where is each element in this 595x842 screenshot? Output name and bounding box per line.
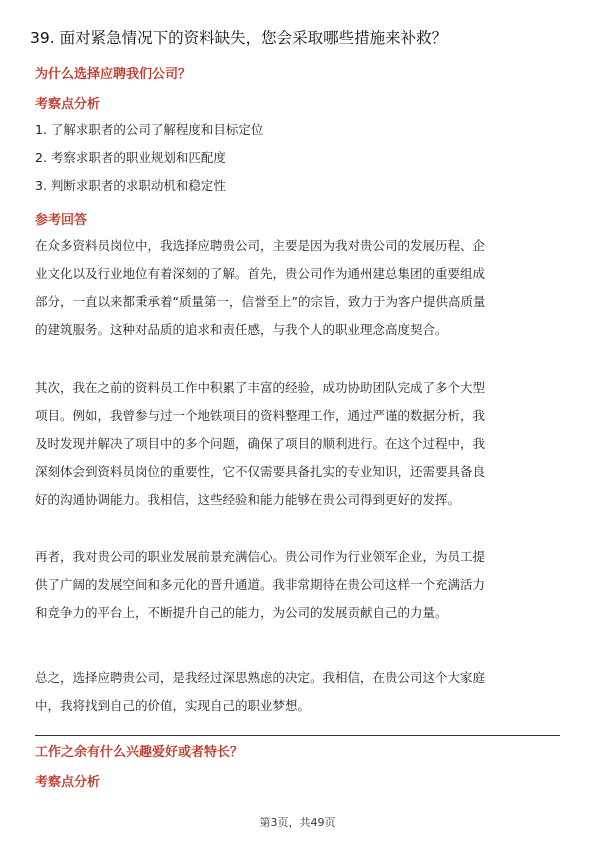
paragraph-line: 供了广阔的发展空间和多元化的晋升通道。我非常期待在贵公司这样一个充满活力 bbox=[35, 577, 486, 592]
question-heading: 工作之余有什么兴趣爱好或者特长？ bbox=[35, 745, 244, 760]
paragraph-line: 中，我将找到自己的价值，实现自己的职业梦想。 bbox=[35, 698, 311, 713]
answer-paragraph bbox=[35, 543, 560, 627]
answer-paragraph bbox=[35, 664, 560, 720]
answer-paragraph bbox=[35, 374, 560, 514]
paragraph-line: 在众多资料员岗位中，我选择应聘贵公司，主要是因为我对贵公司的发展历程、企 bbox=[35, 238, 486, 253]
page-number: 第3页，共49页 bbox=[259, 816, 336, 829]
question-heading: 为什么选择应聘我们公司？ bbox=[35, 67, 192, 82]
paragraph-line: 好的沟通协调能力。我相信，这些经验和能力能够在贵公司得到更好的发挥。 bbox=[35, 492, 461, 507]
paragraph-line: 的建筑服务。这种对品质的追求和责任感，与我个人的职业理念高度契合。 bbox=[35, 322, 448, 337]
analysis-heading: 考察点分析 bbox=[35, 775, 101, 790]
answer-paragraph bbox=[35, 232, 560, 344]
paragraph-line: 及时发现并解决了项目中的多个问题，确保了项目的顺利进行。在这个过程中，我 bbox=[35, 436, 486, 451]
section-divider bbox=[35, 735, 560, 736]
analysis-point: 2. 考察求职者的职业规划和匹配度 bbox=[35, 150, 226, 165]
paragraph-line: 其次，我在之前的资料员工作中积累了丰富的经验，成功协助团队完成了多个大型 bbox=[35, 380, 486, 395]
paragraph-line: 项目。例如，我曾参与过一个地铁项目的资料整理工作，通过严谨的数据分析，我 bbox=[35, 408, 486, 423]
analysis-heading: 考察点分析 bbox=[35, 97, 101, 112]
question-title: 39. 面对紧急情况下的资料缺失，您会采取哪些措施来补救？ bbox=[30, 29, 448, 47]
paragraph-line: 总之，选择应聘贵公司，是我经过深思熟虑的决定。我相信，在贵公司这个大家庭 bbox=[35, 670, 486, 685]
answer-heading: 参考回答 bbox=[35, 213, 88, 228]
analysis-point: 3. 判断求职者的求职动机和稳定性 bbox=[35, 178, 226, 193]
analysis-point: 1. 了解求职者的公司了解程度和目标定位 bbox=[35, 122, 264, 137]
paragraph-line: 再者，我对贵公司的职业发展前景充满信心。贵公司作为行业领军企业，为员工提 bbox=[35, 549, 486, 564]
paragraph-line: 部分，一直以来都秉承着“质量第一，信誉至上”的宗旨，致力于为客户提供高质量 bbox=[35, 294, 486, 309]
paragraph-line: 和竞争力的平台上，不断提升自己的能力，为公司的发展贡献自己的力量。 bbox=[35, 605, 448, 620]
paragraph-line: 业文化以及行业地位有着深刻的了解。首先，贵公司作为通州建总集团的重要组成 bbox=[35, 266, 486, 281]
paragraph-line: 深刻体会到资料员岗位的重要性，它不仅需要具备扎实的专业知识，还需要具备良 bbox=[35, 464, 486, 479]
